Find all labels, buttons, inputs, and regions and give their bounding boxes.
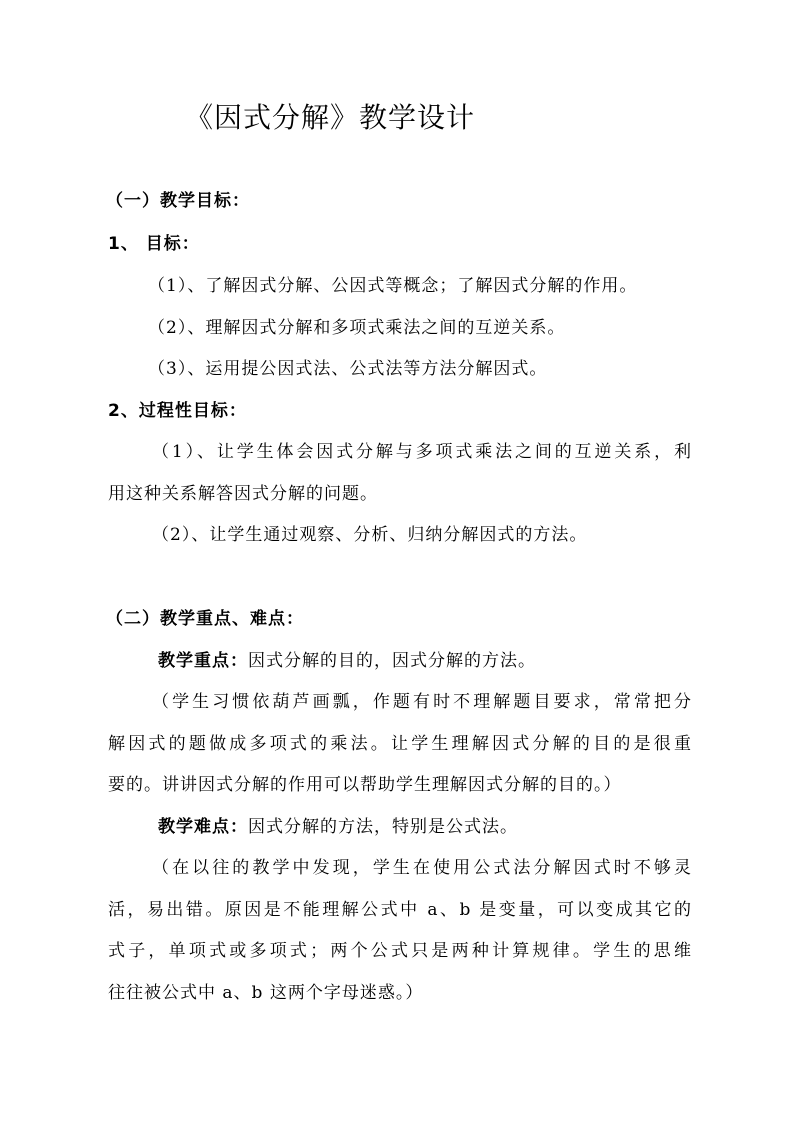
- goal1-item-2: （2）、理解因式分解和多项式乘法之间的互逆关系。: [148, 318, 566, 338]
- goal2-item-2: （2）、让学生通过观察、分析、归纳分解因式的方法。: [152, 525, 588, 545]
- difficulty-note-line-3: 式子，单项式或多项式；两个公式只是两种计算规律。学生的思维: [108, 941, 692, 961]
- goal2-heading: 2、过程性目标：: [108, 401, 247, 421]
- goal1-heading: 1、 目标：: [108, 234, 200, 254]
- key-note-line-2: 解因式的题做成多项式的乘法。让学生理解因式分解的目的是很重: [108, 734, 692, 754]
- key-note-line-1: （学生习惯依葫芦画瓢，作题有时不理解题目要求，常常把分: [152, 692, 692, 712]
- difficulty-point-text: 因式分解的方法，特别是公式法。: [248, 817, 518, 837]
- difficulty-note-line-1: （在以往的教学中发现，学生在使用公式法分解因式时不够灵: [152, 858, 692, 878]
- difficulty-note-line-4: 往往被公式中 a、b 这两个字母迷惑。）: [108, 983, 424, 1003]
- section1-heading: （一）教学目标：: [106, 191, 250, 211]
- key-point: [158, 650, 536, 672]
- section2-heading: （二）教学重点、难点：: [106, 609, 304, 629]
- goal1-item-3: （3）、运用提公因式法、公式法等方法分解因式。: [148, 359, 548, 379]
- key-point-text: 因式分解的目的，因式分解的方法。: [248, 651, 536, 671]
- difficulty-note-line-2: 活，易出错。原因是不能理解公式中 a、b 是变量，可以变成其它的: [108, 900, 692, 920]
- key-point-label: 教学重点：: [158, 651, 248, 671]
- document-title: 《因式分解》教学设计: [185, 101, 476, 134]
- goal2-item-1-line-2: 用这种关系解答因式分解的问题。: [108, 484, 378, 504]
- difficulty-point: [158, 816, 518, 838]
- goal1-item-1: （1）、了解因式分解、公因式等概念；了解因式分解的作用。: [148, 276, 638, 296]
- goal2-item-1-line-1: （1）、让学生体会因式分解与多项式乘法之间的互逆关系，利: [152, 442, 692, 462]
- key-note-line-3: 要的。讲讲因式分解的作用可以帮助学生理解因式分解的目的。）: [108, 775, 622, 795]
- difficulty-point-label: 教学难点：: [158, 817, 248, 837]
